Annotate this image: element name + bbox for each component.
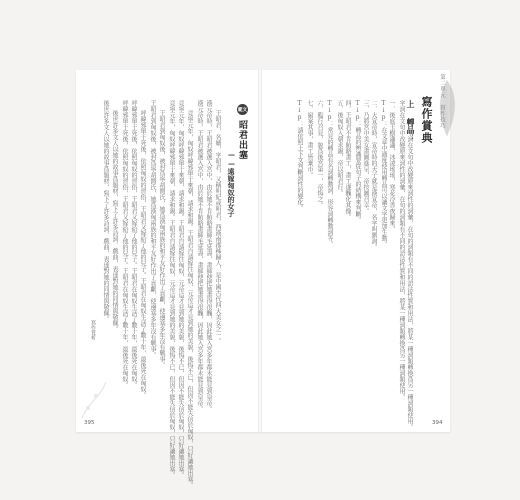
paragraph-5b: 呼韓邪單于死後，依照匈奴的習俗，王昭君又嫁給了他的兒子。王昭君在匈奴生活了數十年，最後死在匈奴。 xyxy=(130,100,137,388)
right-item-6: 六、臨行召見，貌爲後宮第一，帝悔之。 xyxy=(316,100,323,208)
section-label: 上 轉品： xyxy=(406,100,416,142)
right-item-3: 三、乃將宮中美女畫圖進呈，帝按圖召幸。 xyxy=(362,100,369,214)
page-number-right: 394 xyxy=(432,420,443,426)
right-item-7: 七、窮案其事，畫工皆棄市。 xyxy=(306,100,313,178)
book-gutter xyxy=(258,70,262,432)
paragraph-3b: 竟寧元年，匈奴呼韓邪單于來朝，請求和親。王昭君自請嫁往匈奴，元帝這才見到她的美貌，後悔不已，但因不能失信於匈奴，只好讓她出塞。 xyxy=(177,100,184,478)
intro-text: 字詞在文句中改變原來詞性的詞彙，在句的詞類有不同的語法性質和用法，將某一種詞類轉換爲另一種詞類使用。 xyxy=(406,130,413,430)
paragraph-5: 呼韓邪單于死後，依照匈奴的習俗，王昭君又嫁給了他的兒子。王昭君在匈奴生活了數十年，最後死在匈奴。 xyxy=(139,110,146,398)
right-item-1: 一、後庭玉樹瀟瀟，冰凌瑤瑤，寒花冷香夜歸來。 xyxy=(388,100,395,232)
right-item-5: 五、後匈奴入朝求親，帝以昭君行。 xyxy=(336,100,343,196)
paragraph-3: 竟寧元年，匈奴呼韓邪單于來朝，請求和親。王昭君自請嫁往匈奴，元帝這才見到她的美貌，後悔不已，但因不能失信於匈奴，只好讓她出塞。 xyxy=(186,110,193,488)
section-title: 寫作賞典 xyxy=(420,96,433,144)
paragraph-3c: 竟寧元年，匈奴呼韓邪單于來朝，請求和親。王昭君自請嫁往匈奴，元帝這才見到她的美貌，後悔不已，但因不能失信於匈奴，只好讓她出塞。 xyxy=(168,100,175,478)
right-item-4: 四、王昭君不肯賄賂畫工，畫工遂醜化其像。 xyxy=(344,100,351,220)
page-number-left: 395 xyxy=(84,420,95,426)
paragraph-6b: 後世許多文人以她的故事爲題材，寫下了許多詩詞、戲曲，表達對她的同情與敬佩。 xyxy=(102,100,109,322)
right-tip-3: Tip：常見的轉品有名詞轉動詞、形容詞轉動詞等。 xyxy=(326,100,333,247)
paragraph-5c: 呼韓邪單于死後，依照匈奴的習俗，王昭君又嫁給了他的兒子。王昭君在匈奴生活了數十年，最後死在匈奴。 xyxy=(121,100,128,388)
paragraph-6: 後世許多文人以她的故事爲題材，寫下了許多詩詞、戲曲，表達對她的同情與敬佩。 xyxy=(111,110,118,332)
article-title: 昭君出塞 xyxy=(237,120,247,160)
feather-decoration-icon xyxy=(432,78,462,138)
article-subtitle: ——遠嫁匈奴的女子 xyxy=(227,150,236,217)
paragraph-2b: 漢元帝時，王昭君被選入宮中，由於她不肯賄賂畫師毛延壽，畫師便把她畫得很醜，因此她入宮多年都未能見到皇帝。 xyxy=(196,100,203,412)
intro-text-2: 字詞在文句中改變原來詞性的詞彙，在句的詞類有不同的語法性質和用法，將某一種詞類轉換爲另一種詞類使用。 xyxy=(398,100,405,400)
section-badge: 範文 xyxy=(237,104,248,115)
right-tip-4: Tip：請依照上下文判斷詞性的變化。 xyxy=(296,100,303,211)
paragraph-1: 王昭君，名嬙，字昭君，又稱明妃或明君，西漢南郡秭歸人，是中國古代四大美女之一。 xyxy=(214,110,221,344)
paragraph-4b: 王昭君到匈奴後，被封爲寧胡閼氏，她爲漢匈兩族的和平友好作出了貢獻，使邊塞多年沒有戰事。 xyxy=(149,100,156,358)
left-running-head: 寫作賞析 xyxy=(90,320,96,340)
right-tip-1: Tip：在文章中適度使用轉品可以讓文字更加生動。 xyxy=(380,100,387,247)
right-tip-2: Tip：轉品的辨識要從句子的結構來判斷。 xyxy=(354,100,361,223)
paragraph-2: 漢元帝時，王昭君被選入宮中，由於她不肯賄賂畫師毛延壽，畫師便把她畫得很醜，因此她入宮多年都未能見到皇帝。 xyxy=(205,100,212,412)
right-running-head: 第二單元 寫作技巧 xyxy=(439,74,445,129)
paragraph-4: 王昭君到匈奴後，被封爲寧胡閼氏，她爲漢匈兩族的和平友好作出了貢獻，使邊塞多年沒有戰事。 xyxy=(158,110,165,368)
right-item-2: 二、大宣帝時，宣帝時的天子就是漢宣帝，名字叫劉詢。 xyxy=(370,100,377,250)
